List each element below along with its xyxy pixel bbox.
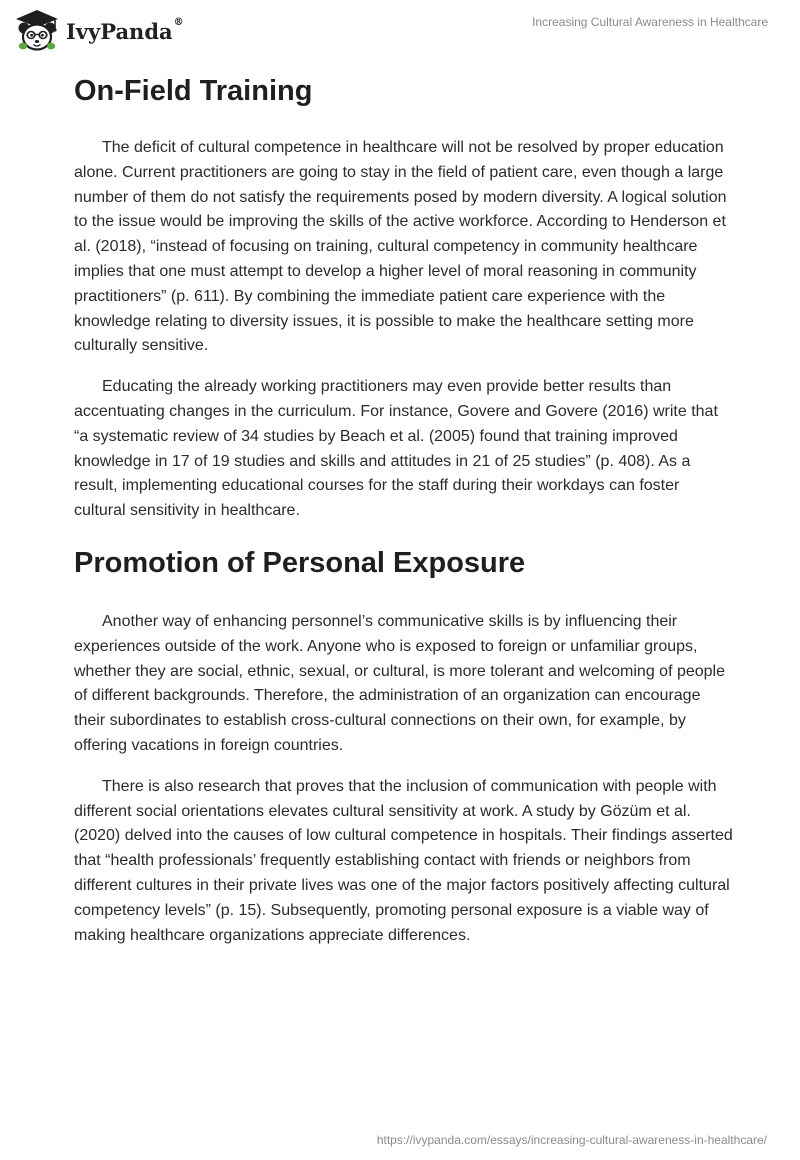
essay-content (74, 72, 734, 948)
paragraph: Another way of enhancing personnel’s communicative skills is by influencing their experiences outside of the work. Anyone who is exposed to foreign or unfamiliar groups, whether they are social, ethnic, sexual, or cultural, is more tolerant and welcoming of people of different backgrounds. Therefore, the administration of an organization can encourage their subordinates to establish cross-cultural connections on their own, for example, by offering vacations in foreign countries. (74, 612, 726, 754)
section-heading: On-Field Training (74, 75, 313, 107)
brand-name: IvyPanda® (66, 16, 184, 44)
source-url[interactable]: https://ivypanda.com/essays/increasing-cultural-awareness-in-healthcare/ (376, 1133, 767, 1147)
page-header (0, 0, 800, 58)
paragraph: There is also research that proves that the inclusion of communication with people with different social orientations elevates cultural sensitivity at work. A study by Gözüm et al. (2020) delved into the causes of low cultural competence in hospitals. Their findings asserted that “health professionals’ frequently establishing contact with friends or neighbors from different cultures in their private lives was one of the major factors positively affecting cultural competency levels” (p. 15). Subsequently, promoting personal exposure is a viable way of making healthcare organizations appreciate differences. (74, 777, 733, 944)
paragraph: Educating the already working practitioners may even provide better results than accentuating changes in the curriculum. For instance, Govere and Govere (2016) write that “a systematic review of 34 studies by Beach et al. (2005) found that training improved knowledge in 17 of 19 studies and skills and attitudes in 21 of 25 studies” (p. 408). As a result, implementing educational courses for the staff during their workdays can foster cultural sensitivity in healthcare. (74, 378, 718, 520)
document-title: Increasing Cultural Awareness in Healthcare (532, 15, 768, 29)
panda-logo-icon (14, 8, 60, 52)
ivypanda-logo[interactable] (14, 8, 184, 52)
paragraph: The deficit of cultural competence in healthcare will not be resolved by proper education alone. Current practitioners are going to stay in the field of patient care, even though a large number of them do not satisfy the requirements posed by modern diversity. A logical solution to the issue would be improving the skills of the active workforce. According to Henderson et al. (2018), “instead of focusing on training, cultural competency in community healthcare implies that one must attempt to develop a higher level of moral reasoning in community practitioners” (p. 611). By combining the immediate patient care experience with the knowledge relating to diversity issues, it is possible to make the healthcare setting more culturally sensitive. (74, 139, 727, 355)
section-heading: Promotion of Personal Exposure (74, 546, 526, 579)
